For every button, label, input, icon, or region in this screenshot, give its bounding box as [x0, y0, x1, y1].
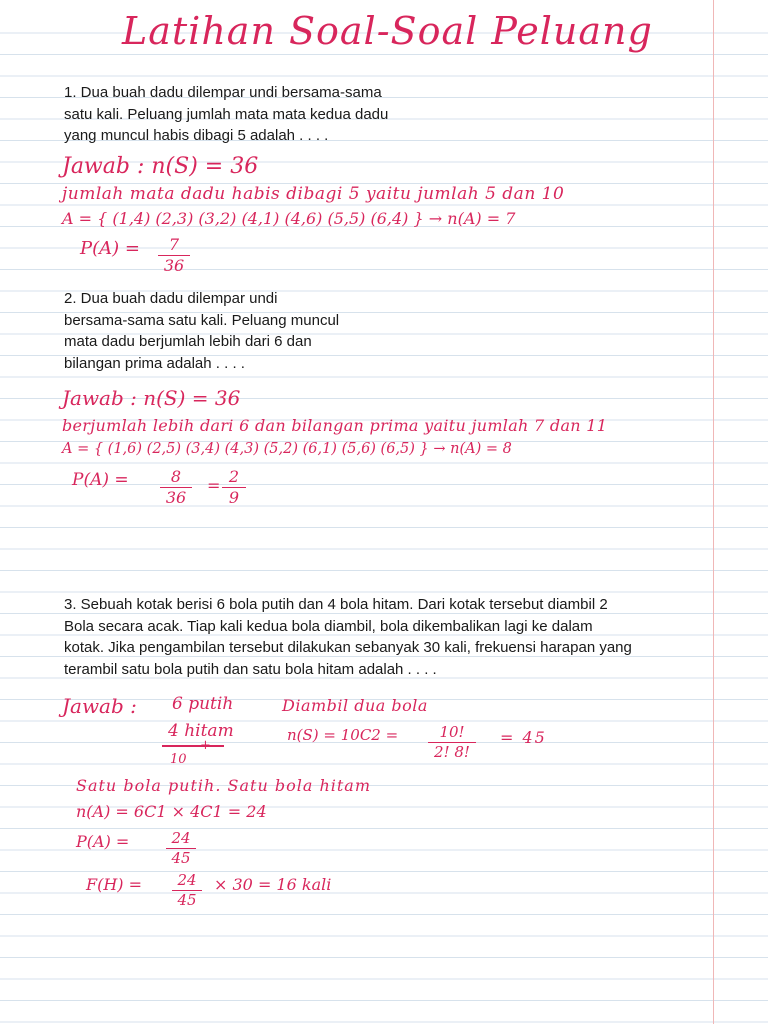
- answer-2-line-1: berjumlah lebih dari 6 dan bilangan prima yaitu jumlah 7 dan 11: [62, 416, 608, 435]
- question-2-line: bersama-sama satu kali. Peluang muncul: [64, 311, 340, 329]
- question-3-line: 3. Sebuah kotak berisi 6 bola putih dan 4 bola hitam. Dari kotak tersebut diambil 2: [64, 596, 608, 613]
- fraction-denominator: 36: [163, 256, 185, 276]
- answer-1-probability-label: P(A) =: [80, 238, 140, 259]
- answer-2-simplified-fraction: [222, 468, 246, 507]
- answer-3-black-balls: 4 hitam: [168, 721, 234, 741]
- fraction-denominator: 2! 8!: [434, 743, 470, 761]
- answer-3-sum-line: [162, 745, 224, 747]
- question-1: [64, 82, 388, 147]
- answer-1-line-1: jumlah mata dadu habis dibagi 5 yaitu jumlah 5 dan 10: [62, 184, 565, 204]
- answer-1-line-2: A = { (1,4) (2,3) (3,2) (4,1) (4,6) (5,5) (6,4) } → n(A) = 7: [62, 209, 516, 228]
- fraction-numerator: 8: [170, 467, 182, 486]
- question-2-line: mata dadu berjumlah lebih dari 6 dan: [64, 333, 312, 350]
- answer-3-total-balls: 10: [170, 752, 187, 767]
- notebook-margin-line: [713, 0, 714, 1024]
- answer-2-fraction: [160, 468, 192, 507]
- answer-2-line-2: A = { (1,6) (2,5) (3,4) (4,3) (5,2) (6,1) (5,6) (6,5) } → n(A) = 8: [62, 441, 512, 457]
- fraction-denominator: 45: [177, 891, 197, 909]
- answer-3-event-label: Satu bola putih. Satu bola hitam: [76, 776, 372, 795]
- answer-3-expected-frequency-fraction: [172, 872, 202, 909]
- fraction-numerator: 2: [228, 467, 240, 486]
- question-3: [64, 594, 632, 680]
- question-1-line: yang muncul habis dibagi 5 adalah . . . .: [64, 127, 329, 144]
- fraction-denominator: 9: [228, 488, 240, 508]
- fraction-numerator: 10!: [439, 723, 465, 741]
- fraction-numerator: 7: [168, 235, 180, 254]
- answer-3-probability-fraction: [166, 830, 196, 867]
- fraction-denominator: 36: [165, 488, 187, 508]
- answer-3-sample-space: n(S) = 10C2 =: [287, 726, 399, 744]
- answer-3-sample-space-result: = 45: [500, 728, 547, 747]
- question-2-line: bilangan prima adalah . . . .: [64, 354, 245, 372]
- question-1-line: satu kali. Peluang jumlah mata mata kedua dadu: [64, 105, 389, 123]
- question-1-line: 1. Dua buah dadu dilempar undi bersama-sama: [64, 84, 382, 101]
- fraction-numerator: 24: [171, 829, 191, 847]
- page-title: Latihan Soal-Soal Peluang: [122, 9, 653, 53]
- answer-1-fraction: [158, 236, 190, 275]
- fraction-denominator: 45: [171, 849, 191, 867]
- fraction-numerator: 24: [177, 871, 197, 889]
- answer-2-jawab: Jawab : n(S) = 36: [62, 386, 241, 410]
- question-3-line: kotak. Jika pengambilan tersebut dilakukan sebanyak 30 kali, frekuensi harapan yang: [64, 639, 632, 656]
- answer-2-equals: =: [207, 476, 221, 495]
- answer-3-probability-label: P(A) =: [76, 832, 130, 851]
- answer-1-jawab: Jawab : n(S) = 36: [62, 154, 259, 179]
- answer-3-white-balls: 6 putih: [172, 694, 234, 714]
- answer-3-event-count: n(A) = 6C1 × 4C1 = 24: [76, 802, 267, 821]
- question-3-line: Bola secara acak. Tiap kali kedua bola diambil, bola dikembalikan lagi ke dalam: [64, 617, 593, 635]
- answer-3-expected-frequency-label: F(H) =: [86, 875, 143, 894]
- answer-2-probability-label: P(A) =: [72, 470, 129, 490]
- answer-3-drawn-label: Diambil dua bola: [282, 696, 428, 715]
- question-3-line: terambil satu bola putih dan satu bola hitam adalah . . . .: [64, 660, 437, 678]
- answer-3-jawab: Jawab :: [62, 694, 137, 718]
- answer-3-factorial-fraction: [428, 724, 476, 761]
- answer-3-expected-frequency-result: × 30 = 16 kali: [214, 875, 332, 894]
- answer-3-plus: +: [200, 738, 211, 753]
- question-2: [64, 288, 339, 374]
- question-2-line: 2. Dua buah dadu dilempar undi: [64, 290, 278, 307]
